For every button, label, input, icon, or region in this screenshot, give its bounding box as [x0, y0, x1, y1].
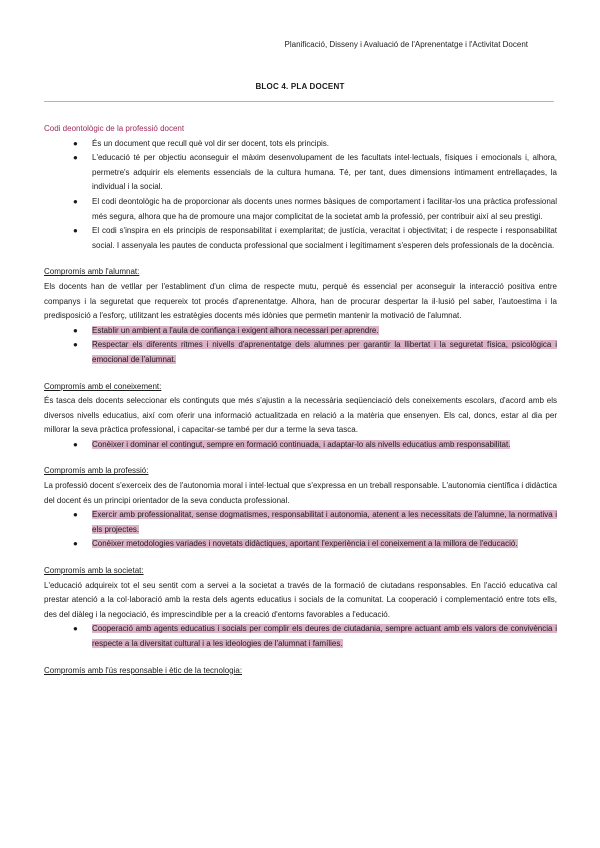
societat-bullet-list	[44, 622, 557, 651]
highlighted-text: Respectar els diferents ritmes i nivells d'aprenentatge dels alumnes per garantir la llibertat i la seguretat física, psicològica i emocional de l'alumnat.	[92, 340, 557, 364]
highlighted-text: Conèixer i dominar el contingut, sempre en formació continuada, i adaptar-lo als nivells educatius amb responsabilitat.	[92, 439, 511, 449]
highlighted-text: Cooperació amb agents educatius i socials per complir els deures de ciutadania, sempre actuant amb els valors de convivència i respecte a la diversitat cultural i a les ideologies de l'alumnat i famílies.	[92, 624, 557, 648]
title-divider	[44, 101, 554, 102]
heading-tecnologia: Compromís amb l'ús responsable i ètic de la tecnologia:	[44, 665, 243, 675]
bullet-icon: ●	[73, 325, 78, 335]
list-item: ● El codi deontològic ha de proporcionar als docents unes normes bàsiques de comportament i facilitar-los una pràctica professional més segura, alhora que ha de promoure una major complicitat de la societat amb la professió, per contribuir així al seu prestigi.	[73, 196, 557, 221]
bullet-icon: ●	[73, 439, 78, 449]
list-item	[44, 338, 557, 367]
heading-professio: Compromís amb la professió:	[44, 466, 149, 476]
document-body	[44, 122, 557, 678]
bullet-icon: ●	[73, 226, 78, 236]
paragraph-coneixement: És tasca dels docents seleccionar els continguts que més s'ajustin a la necessària seqüenciació dels coneixements escolars, d'acord amb els diversos nivells educatius, així com oferir una informació actualitzada en relació a la matèria que ensenyen. Els cal, doncs, estar al dia per millorar la seva pràctica professional, i capacitar-se també per dur a terme la seva tasca.	[44, 396, 557, 435]
coneixement-bullet-list	[44, 438, 557, 453]
heading-coneixement: Compromís amb el coneixement:	[44, 381, 162, 391]
list-item	[44, 622, 557, 651]
bullet-icon: ●	[73, 153, 78, 163]
running-header: Planificació, Disseny i Avaluació de l'Aprenentatge i l'Activitat Docent	[284, 40, 528, 49]
bullet-icon: ●	[73, 138, 78, 148]
list-item: ● El codi s'inspira en els principis de responsabilitat i exemplaritat; de justícia, veracitat i objectivitat; i de respecte i responsabilitat social. I assenyala les pautes de conducta professional que socialment i legítimament s'esperen dels professionals de la docència.	[73, 226, 557, 250]
bullet-icon: ●	[73, 539, 78, 549]
highlighted-text: Exercir amb professionalitat, sense dogmatismes, responsabilitat i autonomia, atenent a les necessitats de l'alumne, la normativa i els projectes.	[92, 510, 557, 534]
paragraph-alumnat: Els docents han de vetllar per l'establiment d'un clima de respecte mutu, perquè és essencial per aconseguir la interacció positiva entre companys i la seguretat que requereix tot procés d'aprenentatge. Alhora, han de procurar despertar la il·lusió pel saber, l'autoestima i la predisposició a l'esforç, utilitzant les estratègies docents més idònies que permetin mantenir la motivació de l'alumnat.	[44, 281, 557, 321]
list-item	[44, 324, 557, 339]
professio-bullet-list	[44, 508, 557, 552]
list-item: ● L'educació té per objectiu aconseguir el màxim desenvolupament de les facultats intel·lectuals, físiques i emocionals i, alhora, permetre's adquirir els elements essencials de la cultura humana. Té, per tant, dues dimensions íntimament entrellaçades, la individual i la social.	[73, 153, 557, 192]
bullet-icon: ●	[73, 196, 78, 206]
list-item: ● És un document que recull què vol dir ser docent, tots els principis.	[44, 137, 557, 152]
bloc-title: BLOC 4. PLA DOCENT	[255, 82, 345, 91]
bullet-icon: ●	[73, 340, 78, 350]
section-title-codi: Codi deontològic de la professió docent	[44, 124, 185, 133]
list-item	[44, 537, 557, 552]
list-item	[44, 508, 557, 537]
heading-alumnat: Compromís amb l'alumnat:	[44, 267, 140, 277]
highlighted-text: Establir un ambient a l'aula de confiança i exigent alhora necessari per aprendre.	[92, 325, 379, 335]
alumnat-bullet-list	[44, 324, 557, 368]
bullet-icon: ●	[73, 510, 78, 520]
heading-societat: Compromís amb la societat:	[44, 566, 144, 576]
bullet-icon: ●	[73, 624, 78, 634]
list-item	[44, 438, 557, 453]
paragraph-societat: L'educació adquireix tot el seu sentit com a servei a la societat a través de la formació de ciutadans responsables. En l'acció educativa cal prestar atenció a la col·laboració amb la resta dels agents educatius i socials de la comunitat. La cooperació i complementació entre tots ells, des del diàleg i la negociació, és imprescindible per a la creació d'entorns favorables a l'educació.	[44, 580, 557, 619]
highlighted-text: Conèixer metodologies variades i novetats didàctiques, aportant l'experiència i el coneixement a la millora de l'educació.	[92, 539, 518, 549]
codi-bullet-list	[44, 137, 557, 254]
paragraph-professio: La professió docent s'exerceix des de l'autonomia moral i intel·lectual que s'expressa en un treball responsable. L'autonomia científica i didàctica del docent és un principi orientador de la seva conducta professional.	[44, 481, 557, 505]
